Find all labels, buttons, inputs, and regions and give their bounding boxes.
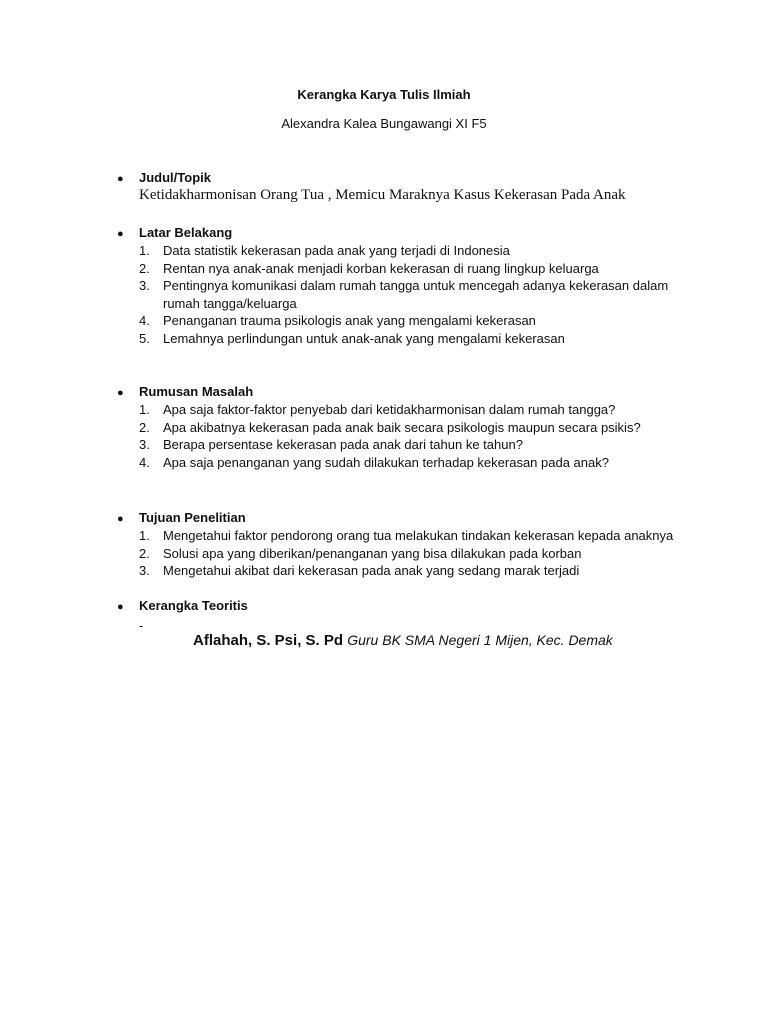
topic-text: Ketidakharmonisan Orang Tua , Memicu Maraknya Kasus Kekerasan Pada Anak [139, 187, 626, 203]
section-heading-tujuan: Tujuan Penelitian [139, 510, 246, 525]
list-item [139, 312, 699, 330]
bullet-icon: ● [117, 228, 124, 240]
list-text: Apa saja faktor-faktor penyebab dari ketidakharmonisan dalam rumah tangga? [163, 402, 616, 417]
section-heading-judul: Judul/Topik [139, 170, 211, 185]
list-item [139, 277, 699, 312]
list-item [139, 454, 699, 472]
list-number: 1. [139, 243, 150, 258]
list-number: 5. [139, 330, 150, 346]
list-number: 4. [139, 313, 150, 329]
section-heading-latar: Latar Belakang [139, 225, 233, 240]
list-text: Apa akibatnya kekerasan pada anak baik secara psikologis maupun secara psikis? [163, 419, 641, 435]
bullet-icon: ● [117, 387, 124, 399]
list-text: Data statistik kekerasan pada anak yang terjadi di Indonesia [163, 243, 510, 258]
list-number: 2. [139, 260, 150, 276]
list-text: Penanganan trauma psikologis anak yang mengalami kekerasan [163, 313, 536, 329]
dash-marker: - [139, 618, 144, 633]
latar-list [139, 242, 699, 348]
list-item [139, 419, 699, 437]
list-item [139, 436, 699, 454]
list-number: 3. [139, 278, 150, 294]
bullet-icon: ● [117, 513, 124, 525]
source-line [193, 632, 613, 649]
list-text: Solusi apa yang diberikan/penanganan yang bisa dilakukan pada korban [163, 545, 582, 561]
list-number: 3. [139, 563, 150, 579]
rumusan-list [139, 401, 699, 471]
list-number: 4. [139, 454, 150, 470]
list-item [139, 562, 699, 580]
list-item [139, 401, 699, 419]
section-heading-rumusan: Rumusan Masalah [139, 384, 254, 399]
list-item [139, 527, 699, 545]
list-item [139, 260, 699, 278]
list-item [139, 330, 699, 348]
author-line: Alexandra Kalea Bungawangi XI F5 [281, 116, 487, 131]
list-item [139, 242, 699, 260]
list-text: Apa saja penanganan yang sudah dilakukan terhadap kekerasan pada anak? [163, 454, 609, 470]
list-text: Mengetahui akibat dari kekerasan pada anak yang sedang marak terjadi [163, 563, 580, 579]
list-number: 1. [139, 528, 150, 543]
bullet-icon: ● [117, 173, 124, 185]
list-number: 2. [139, 545, 150, 561]
source-name: Aflahah, S. Psi, S. Pd [193, 632, 344, 649]
section-heading-teoritis: Kerangka Teoritis [139, 598, 248, 613]
document-title: Kerangka Karya Tulis Ilmiah [297, 87, 471, 102]
source-role: Guru BK SMA Negeri 1 Mijen, Kec. Demak [347, 632, 613, 648]
list-text: Rentan nya anak-anak menjadi korban kekerasan di ruang lingkup keluarga [163, 260, 599, 276]
bullet-icon: ● [117, 601, 124, 613]
list-text: Mengetahui faktor pendorong orang tua melakukan tindakan kekerasan kepada anaknya [163, 528, 674, 543]
list-number: 2. [139, 419, 150, 435]
list-number: 3. [139, 437, 150, 453]
list-number: 1. [139, 402, 150, 417]
list-text: Lemahnya perlindungan untuk anak-anak yang mengalami kekerasan [163, 330, 565, 346]
list-item [139, 545, 699, 563]
list-text: Berapa persentase kekerasan pada anak dari tahun ke tahun? [163, 437, 523, 453]
tujuan-list [139, 527, 699, 580]
list-text: Pentingnya komunikasi dalam rumah tangga untuk mencegah adanya kekerasan dalam rumah tangga/keluarga [163, 278, 669, 311]
